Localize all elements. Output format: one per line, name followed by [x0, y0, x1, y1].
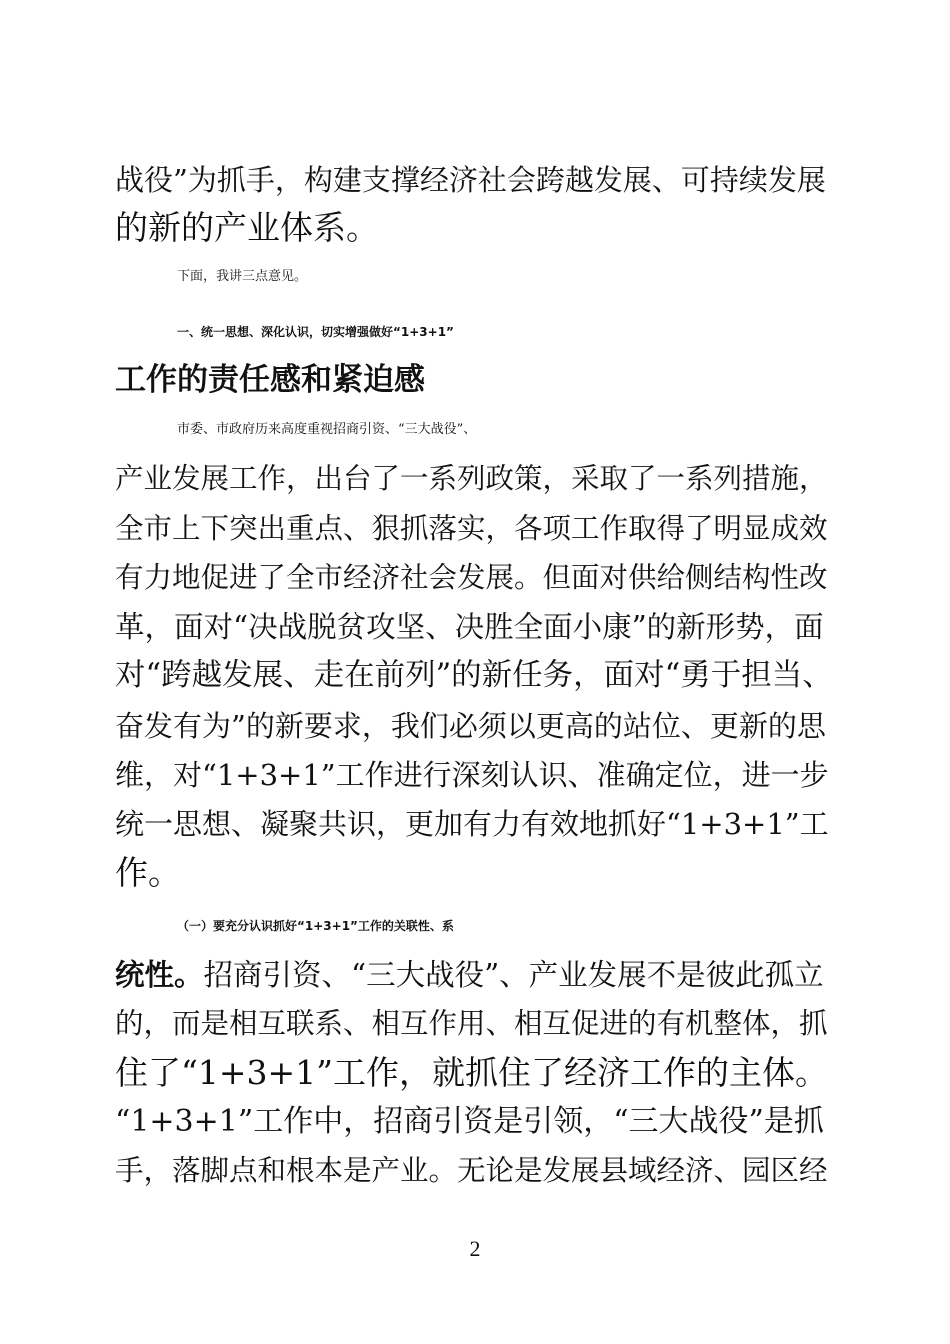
body-text-line: 维，对“1+3+1”工作进行深刻认识、准确定位，进一步 — [115, 758, 829, 792]
body-text-line: 革，面对“决战脱贫攻坚、决胜全面小康”的新形势，面 — [115, 610, 824, 644]
body-text-line: 的新的产业体系。 — [115, 208, 379, 247]
body-text-line-mixed — [115, 951, 835, 999]
body-text-line: 产业发展工作，出台了一系列政策，采取了一系列措施， — [115, 462, 828, 495]
subsection-heading-line: （一）要充分认识抓好“1+3+1”工作的关联性、系 — [177, 919, 454, 933]
body-text-run: 招商引资、“三大战役”、产业发展不是彼此孤立 — [203, 958, 824, 992]
body-text-line: 手，落脚点和根本是产业。无论是发展县域经济、园区经 — [115, 1154, 828, 1187]
section-heading-line: 工作的责任感和紧迫感 — [115, 362, 425, 398]
body-text-line: 统一思想、凝聚共识，更加有力有效地抓好“1+3+1”工 — [115, 807, 829, 841]
body-text-line: 对“跨越发展、走在前列”的新任务，面对“勇于担当、 — [115, 658, 833, 693]
page-number: 2 — [469, 1236, 481, 1261]
body-text-line: 作。 — [115, 853, 181, 892]
body-text-line: “1+3+1”工作中，招商引资是引领，“三大战役”是抓 — [115, 1104, 824, 1139]
body-text-line: 下面，我讲三点意见。 — [177, 269, 308, 284]
body-text-line: 全市上下突出重点、狠抓落实，各项工作取得了明显成效 — [115, 512, 828, 545]
body-text-line: 奋发有为”的新要求，我们必须以更高的站位、更新的思 — [115, 709, 826, 743]
section-heading-line: 一、统一思想、深化认识，切实增强做好“1+3+1” — [177, 325, 454, 339]
body-text-line: 有力地促进了全市经济社会发展。但面对供给侧结构性改 — [115, 561, 828, 594]
body-text-line: 住了“1+3+1”工作，就抓住了经济工作的主体。 — [115, 1053, 829, 1092]
body-text-line: 战役”为抓手，构建支撑经济社会跨越发展、可持续发展 — [115, 163, 826, 197]
body-text-line: 的，而是相互联系、相互作用、相互促进的有机整体，抓 — [115, 1007, 828, 1040]
body-text-line: 市委、市政府历来高度重视招商引资、“三大战役”、 — [177, 422, 477, 437]
subsection-heading-tail: 统性。 — [115, 958, 204, 992]
